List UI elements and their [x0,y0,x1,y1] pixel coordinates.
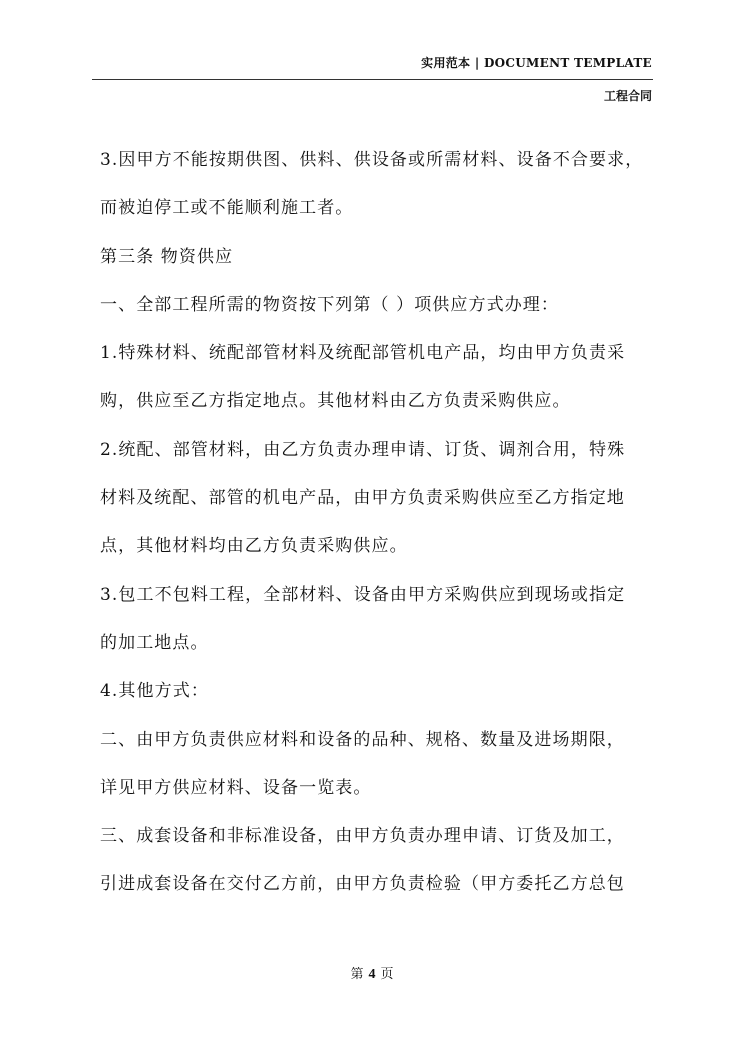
document-type-label: 工程合同 [603,89,652,103]
text-line: 一、全部工程所需的物资按下列第（ ）项供应方式办理： [100,294,560,315]
page-prefix: 第 [350,967,364,982]
text-line: 的加工地点。 [100,632,209,653]
text-line: 3.包工不包料工程，全部材料、设备由甲方采购供应到现场或指定 [100,584,626,605]
text-line: 2.统配、部管材料，由乙方负责办理申请、订货、调剂合用，特殊 [100,439,626,460]
page-number: 4 [368,967,376,982]
text-line: 购，供应至乙方指定地点。其他材料由乙方负责采购供应。 [100,391,571,412]
text-line: 3.因甲方不能按期供图、供料、供设备或所需材料、设备不合要求， [100,150,644,170]
text-line: 1.特殊材料、统配部管材料及统配部管机电产品，均由甲方负责采 [100,343,626,364]
page-footer [0,963,744,983]
page-suffix: 页 [380,967,394,982]
text-line: 点，其他材料均由乙方负责采购供应。 [100,536,408,557]
text-line: 4.其他方式： [100,681,209,702]
text-line: 二、由甲方负责供应材料和设备的品种、规格、数量及进场期限， [100,729,625,750]
section-heading: 第三条 物资供应 [100,246,234,267]
text-line: 详见甲方供应材料、设备一览表。 [100,777,372,798]
text-line: 引进成套设备在交付乙方前，由甲方负责检验（甲方委托乙方总包 [100,874,625,895]
text-line: 三、成套设备和非标准设备，由甲方负责办理申请、订货及加工， [100,826,625,847]
text-line: 材料及统配、部管的机电产品，由甲方负责采购供应至乙方指定地 [100,488,625,509]
header-brand: 实用范本 | DOCUMENT TEMPLATE [421,56,652,70]
document-body [100,136,656,909]
header-divider [92,79,653,80]
text-line: 而被迫停工或不能顺利施工者。 [100,198,354,219]
